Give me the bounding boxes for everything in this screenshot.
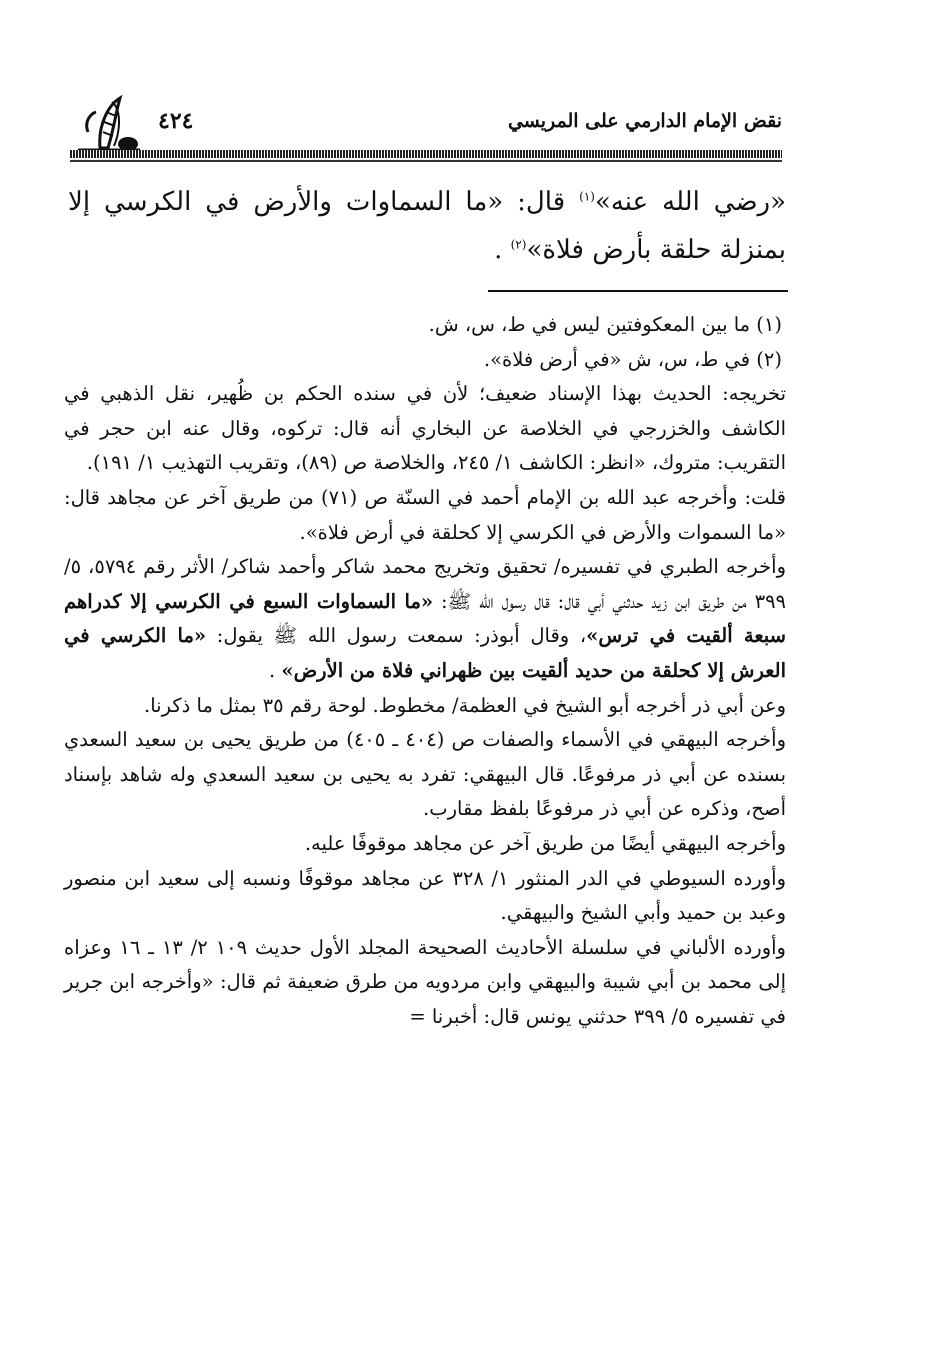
header-rule-hatched	[70, 150, 782, 158]
note-paragraph-4: وعن أبي ذر أخرجه أبو الشيخ في العظمة/ مخطوط. لوحة رقم ٣٥ بمثل ما ذكرنا.	[144, 693, 786, 717]
note-paragraph-5: وأخرجه البيهقي في الأسماء والصفات ص (٤٠٤ ـ ٤٠٥) من طريق يحيى بن سعيد السعدي بسنده عن أبي ذر مرفوعًا. قال البيهقي: تفرد به يحيى بن سعيد السعدي وله شاهد بإسناد أصح، وذكره عن أبي ذر مرفوعًا بلفظ مقارب.	[64, 728, 786, 821]
main-text	[68, 178, 786, 274]
running-header-title: نقض الإمام الدارمي على المريسي	[507, 110, 782, 132]
main-text-part-2: قال: «ما السماوات والأرض في الكرسي إلا بمنزلة حلقة بأرض فلاة»	[68, 187, 786, 265]
footnote-ref-2: (٢)	[510, 237, 527, 252]
inkwell-quill-icon	[70, 92, 150, 158]
footnote-2: (٢) في ط، س، ش «في أرض فلاة».	[483, 347, 782, 371]
abu-dharr-intro: ، وقال أبوذر: سمعت رسول الله ﷺ يقول:	[206, 624, 587, 648]
main-text-part-1: «رضي الله عنه»	[594, 187, 786, 217]
tabari-intro: وأخرجه الطبري في تفسيره/ تحقيق وتخريج محمد شاكر وأحمد شاكر/ الأثر رقم ٥٧٩٤، ٥/ ٣٩٩ من طريق ابن زيد حدثني أبي قال: قال رسول الله ﷺ:	[64, 555, 787, 613]
footnote-ref-1: (١)	[579, 189, 595, 204]
footnote-separator	[488, 290, 788, 292]
note-paragraph-6: وأخرجه البيهقي أيضًا من طريق آخر عن مجاهد موقوفًا عليه.	[304, 831, 786, 855]
header-rule	[70, 160, 782, 162]
main-text-part-3: .	[494, 235, 511, 265]
hadith-text-bold-1: «ما السماوات السبع في الكرسي إلا كدراهم سبعة ألقيت في ترس»	[64, 589, 786, 648]
note-paragraph-3	[64, 550, 786, 688]
note-paragraph-2: قلت: وأخرجه عبد الله بن الإمام أحمد في السنّة ص (٧١) من طريق آخر عن مجاهد قال: «ما السموات والأرض في الكرسي إلا كحلقة في أرض فلاة».	[64, 485, 787, 544]
hadith-text-bold-2: «ما الكرسي في العرش إلا كحلقة من حديد ألقيت بين ظهراني فلاة من الأرض»	[64, 624, 786, 682]
takhrij-paragraph: تخريجه: الحديث بهذا الإسناد ضعيف؛ لأن في سنده الحكم بن ظُهير، نقل الذهبي في الكاشف والخزرجي في الخلاصة عن البخاري أنه قال: تركوه، وقال عنه ابن حجر في التقريب: متروك، «انظر: الكاشف ١/ ٢٤٥، والخلاصة ص (٨٩)، وتقريب التهذيب ١/ ١٩١).	[64, 382, 786, 475]
main-paragraph	[68, 178, 786, 274]
footnote-1: (١) ما بين المعكوفتين ليس في ط، س، ش.	[428, 313, 782, 336]
note-paragraph-8: وأورده الألباني في سلسلة الأحاديث الصحيحة المجلد الأول حديث ١٠٩ ٢/ ١٣ ـ ١٦ وعزاه إلى محمد بن أبي شيبة والبيهقي وابن مردويه من طرق ضعيفة ثم قال: «وأخرجه ابن جرير في تفسيره ٥/ ٣٩٩ حدثني يونس قال: أخبرنا =	[64, 935, 786, 1028]
footnotes	[64, 308, 786, 1034]
paragraph-end: .	[268, 658, 282, 682]
page-number: ٤٢٤	[158, 108, 194, 134]
note-paragraph-7: وأورده السيوطي في الدر المنثور ١/ ٣٢٨ عن مجاهد موقوفًا ونسبه إلى سعيد ابن منصور وعبد بن حميد وأبي الشيخ والبيهقي.	[64, 866, 786, 925]
